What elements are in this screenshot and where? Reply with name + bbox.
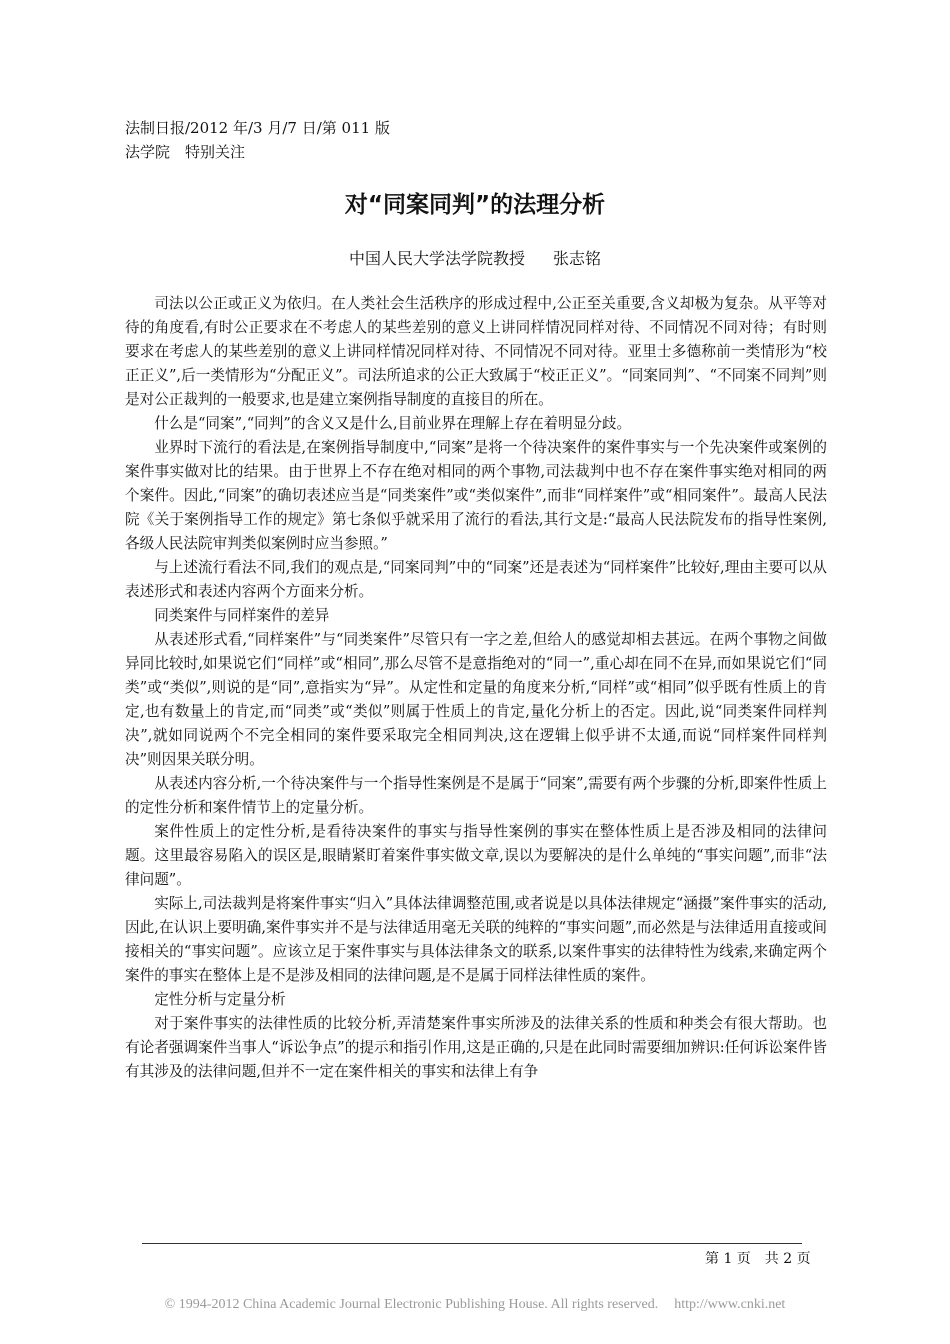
article-title: 对“同案同判”的法理分析 — [344, 192, 606, 218]
paragraph: 从表述形式看,“同样案件”与“同类案件”尽管只有一字之差,但给人的感觉却相去甚远。在两个事物之间做异同比较时,如果说它们“同样”或“相同”,那么尽管不是意指绝对的“同一”,重心却在同不在异,而如果说它们“同类”或“类似”,则说的是“同”,意指实为“异”。从定性和定量的角度来分析,“同样”或“相同”似乎既有性质上的肯定,也有数量上的肯定,而“同类”或“类似”则属于性质上的肯定,量化分析上的否定。因此,说“同类案件同样判决”,就如同说两个不完全相同的案件要采取完全相同判决,这在逻辑上似乎讲不太通,而说“同样案件同样判决”则因果关联分明。 — [125, 631, 827, 768]
author-line — [0, 246, 950, 269]
paragraph: 什么是“同案”,“同判”的含义又是什么,目前业界在理解上存在着明显分歧。 — [154, 415, 632, 432]
paragraph: 对于案件事实的法律性质的比较分析,弄清楚案件事实所涉及的法律关系的性质和种类会有很大帮助。也有论者强调案件当事人“诉讼争点”的提示和指引作用,这是正确的,只是在此同时需要细加辨识:任何诉讼案件皆有其涉及的法律问题,但并不一定在案件相关的事实和法律上有争 — [125, 1015, 827, 1080]
page-number: 第 1 页 共 2 页 — [705, 1251, 811, 1267]
copyright-footer — [0, 1297, 950, 1313]
footer-url[interactable]: http://www.cnki.net — [674, 1297, 786, 1312]
footer-divider — [142, 1243, 802, 1244]
section-heading: 同类案件与同样案件的差异 — [154, 607, 330, 624]
paragraph: 司法以公正或正义为依归。在人类社会生活秩序的形成过程中,公正至关重要,含义却极为复杂。从平等对待的角度看,有时公正要求在不考虑人的某些差别的意义上讲同样情况同样对待、不同情况不同对待；有时则要求在考虑人的某些差别的意义上讲同样情况同样对待、不同情况不同对待。亚里士多德称前一类情形为“校正正义”,后一类情形为“分配正义”。司法所追求的公正大致属于“校正正义”。“同案同判”、“不同案不同判”则是对公正裁判的一般要求,也是建立案例指导制度的直接目的所在。 — [125, 295, 827, 408]
author-name: 张志铭 — [553, 249, 602, 268]
copyright-text: © 1994-2012 China Academic Journal Electronic Publishing House. All rights reserved. — [164, 1297, 659, 1312]
section-heading: 定性分析与定量分析 — [154, 991, 286, 1008]
paragraph: 业界时下流行的看法是,在案例指导制度中,“同案”是将一个待决案件的案件事实与一个先决案件或案例的案件事实做对比的结果。由于世界上不存在绝对相同的两个事物,司法裁判中也不存在案件事实绝对相同的两个案件。因此,“同案”的确切表述应当是“同类案件”或“类似案件”,而非“同样案件”或“相同案件”。最高人民法院《关于案例指导工作的规定》第七条似乎就采用了流行的看法,其行文是:“最高人民法院发布的指导性案例,各级人民法院审判类似案例时应当参照。” — [125, 439, 827, 552]
paragraph: 案件性质上的定性分析,是看待决案件的事实与指导性案例的事实在整体性质上是否涉及相同的法律问题。这里最容易陷入的误区是,眼睛紧盯着案件事实做文章,误以为要解决的是什么单纯的“事实问题”,而非“法律问题”。 — [125, 823, 827, 888]
article-body — [125, 292, 827, 1084]
paragraph: 从表述内容分析,一个待决案件与一个指导性案例是不是属于“同案”,需要有两个步骤的分析,即案件性质上的定性分析和案件情节上的定量分析。 — [125, 775, 827, 816]
author-affiliation: 中国人民大学法学院教授 — [348, 249, 525, 268]
column-line: 法学院 特别关注 — [125, 143, 246, 161]
paragraph: 实际上,司法裁判是将案件事实“归入”具体法律调整范围,或者说是以具体法律规定“涵摄”案件事实的活动,因此,在认识上要明确,案件事实并不是与法律适用毫无关联的纯粹的“事实问题”,而必然是与法律适用直接或间接相关的“事实问题”。应该立足于案件事实与具体法律条文的联系,以案件事实的法律特性为线索,来确定两个案件的事实在整体上是不是涉及相同的法律问题,是不是属于同样法律性质的案件。 — [125, 895, 827, 984]
paragraph: 与上述流行看法不同,我们的观点是,“同案同判”中的“同案”还是表述为“同样案件”比较好,理由主要可以从表述形式和表述内容两个方面来分析。 — [125, 559, 827, 600]
source-line: 法制日报/2012 年/3 月/7 日/第 011 版 — [125, 119, 390, 137]
